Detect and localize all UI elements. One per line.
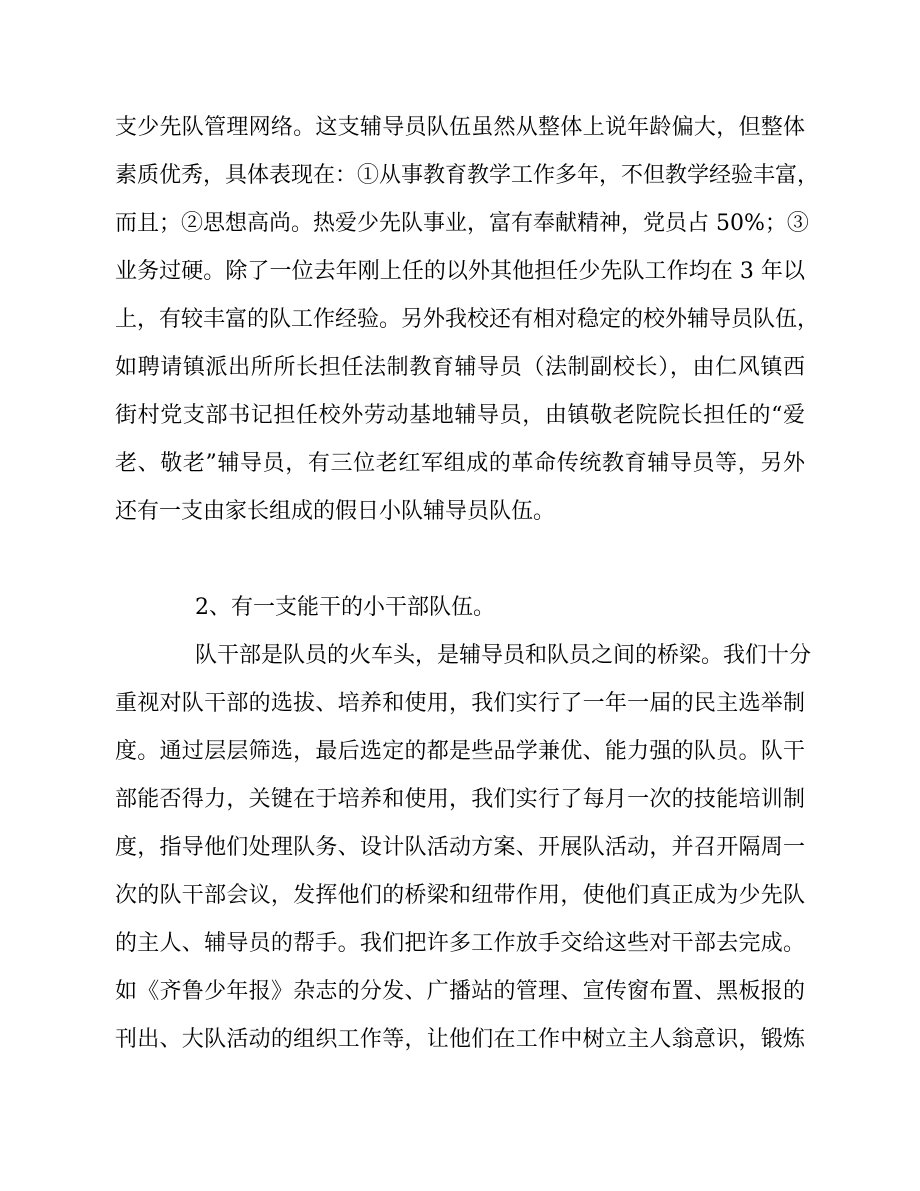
paragraph-2-line-5: 度，指导他们处理队务、设计队活动方案、开展队活动，并召开隔周一 xyxy=(115,835,805,860)
paragraph-2-line-8: 如《齐鲁少年报》杂志的分发、广播站的管理、宣传窗布置、黑板报的 xyxy=(115,979,805,1004)
paragraph-2-line-2: 重视对队干部的选拔、培养和使用，我们实行了一年一届的民主选举制 xyxy=(115,691,805,716)
paragraph-1-line-5: 上，有较丰富的队工作经验。另外我校还有相对稳定的校外辅导员队伍， xyxy=(115,307,820,332)
paragraph-1-line-2: 素质优秀，具体表现在：①从事教育教学工作多年，不但教学经验丰富， xyxy=(115,163,820,188)
paragraph-1-line-6: 如聘请镇派出所所长担任法制教育辅导员（法制副校长），由仁风镇西 xyxy=(115,355,805,380)
paragraph-1-line-8: 老、敬老”辅导员，有三位老红军组成的革命传统教育辅导员等，另外 xyxy=(115,451,805,476)
paragraph-2-line-7: 的主人、辅导员的帮手。我们把许多工作放手交给这些对干部去完成。 xyxy=(115,931,805,956)
paragraph-1-line-4: 业务过硬。除了一位去年刚上任的以外其他担任少先队工作均在 3 年以 xyxy=(115,259,805,284)
paragraph-1-line-1: 支少先队管理网络。这支辅导员队伍虽然从整体上说年龄偏大，但整体 xyxy=(115,115,805,140)
paragraph-2-line-3: 度。通过层层筛选，最后选定的都是些品学兼优、能力强的队员。队干 xyxy=(115,739,805,764)
paragraph-2-line-1: 队干部是队员的火车头，是辅导员和队员之间的桥梁。我们十分 xyxy=(195,643,812,668)
paragraph-2-line-4: 部能否得力，关键在于培养和使用，我们实行了每月一次的技能培训制 xyxy=(115,787,805,812)
section-heading-2: 2、有一支能干的小干部队伍。 xyxy=(195,595,495,620)
paragraph-1-line-3: 而且；②思想高尚。热爱少先队事业，富有奉献精神，党员占 50%；③ xyxy=(115,211,809,236)
paragraph-2-line-9: 刊出、大队活动的组织工作等，让他们在工作中树立主人翁意识，锻炼 xyxy=(115,1027,805,1052)
paragraph-1-line-7: 街村党支部书记担任校外劳动基地辅导员，由镇敬老院院长担任的“爱 xyxy=(115,403,805,428)
paragraph-2-line-6: 次的队干部会议，发挥他们的桥梁和纽带作用，使他们真正成为少先队 xyxy=(115,883,805,908)
paragraph-1-line-9: 还有一支由家长组成的假日小队辅导员队伍。 xyxy=(115,499,556,524)
